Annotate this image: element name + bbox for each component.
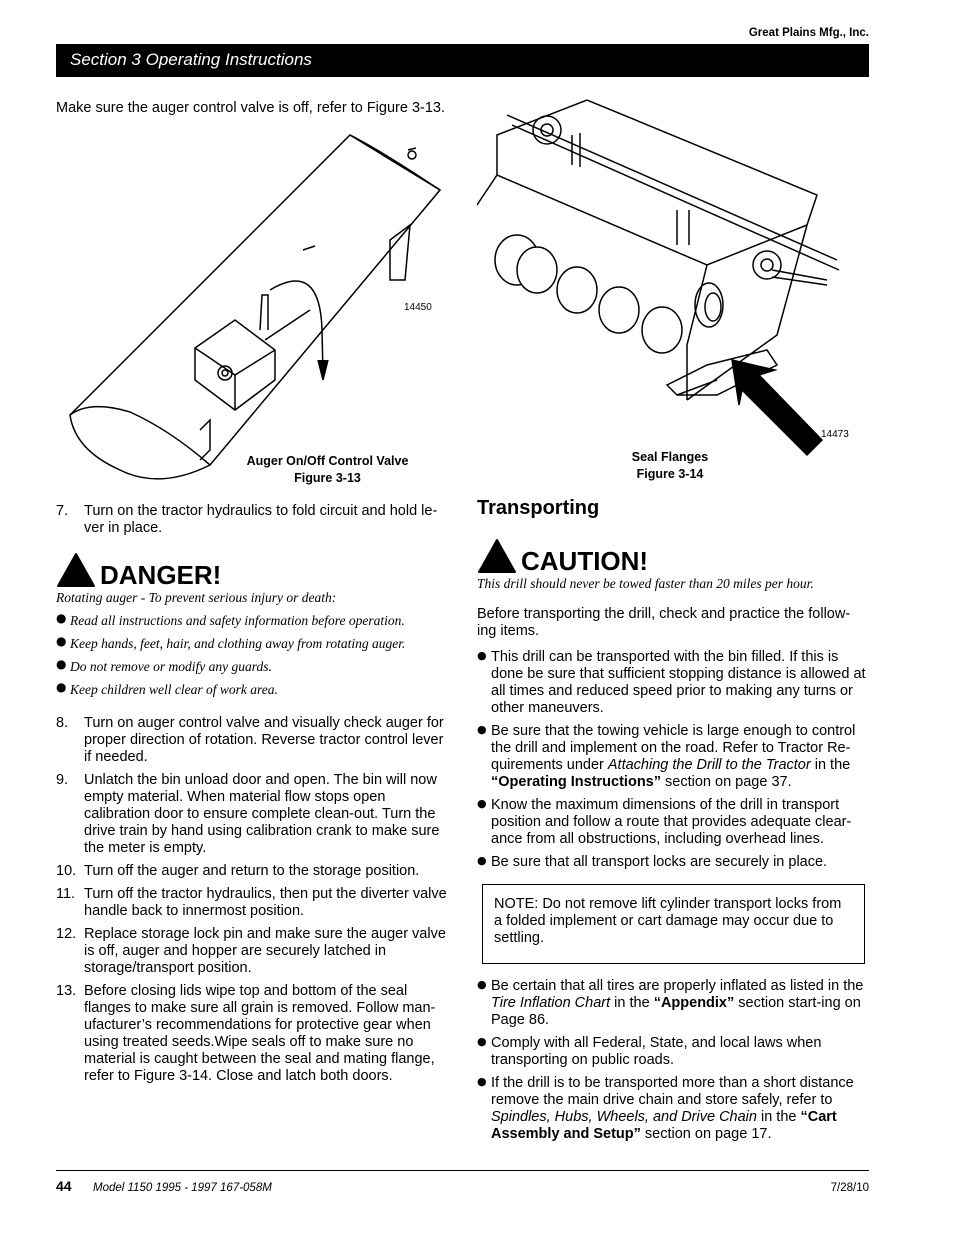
item-text: in the [610,995,654,1011]
step-text: Before closing lids wipe top and bottom of the seal flanges to make sure all grain is removed. Follow man-ufacturer’s recommendations for protective gear when using treated seeds.Wipe seals off to make sure no material is caught between the seal and mating flange, refer to Figure 3-14. Close and latch both doors. [84,983,436,1084]
figure-3-14-part-number: 14473 [821,429,849,440]
step-number: 10. [56,863,77,879]
list-item [477,1075,869,1143]
transport-checklist-a [477,649,869,877]
warning-triangle-icon [56,552,96,588]
figure-3-13-part-number: 14450 [404,302,432,313]
step-number: 13. [56,983,77,999]
figure-3-13-title: Auger On/Off Control Valve [246,454,409,468]
danger-subtitle: Rotating auger - To prevent serious injury or death: [56,590,337,605]
reference-title: Tire Inflation Chart [491,995,611,1011]
figure-3-14-caption [560,449,780,483]
reference-title: Attaching the Drill to the Tractor [607,757,811,773]
step-text: Turn on auger control valve and visually check auger for proper direction of rotation. Reverse tractor control lever if needed. [84,715,444,765]
list-item: ● Read all instructions and safety information before operation. [56,613,448,629]
list-item [56,983,448,1085]
footer-divider [56,1170,869,1171]
item-text: section start-ing on Page 86. [491,995,861,1028]
danger-block [56,552,448,698]
steps-list-b [56,715,448,1091]
item-text: If the drill is to be transported more than a short distance remove the main drive chain and store safely, refer to [491,1075,854,1108]
list-item [56,926,448,977]
step-number: 9. [56,772,69,788]
list-item: ● Keep hands, feet, hair, and clothing away from rotating auger. [56,636,448,652]
note-box: NOTE: Do not remove lift cylinder transport locks from a folded implement or cart damage may occur due to settling. [482,884,865,964]
transporting-heading: Transporting [477,497,600,519]
step-text: Turn on the tractor hydraulics to fold circuit and hold le-ver in place. [84,503,438,536]
step-text: Turn off the auger and return to the storage position. [84,863,420,879]
item-text: section on page 37. [661,774,792,790]
step-text: Unlatch the bin unload door and open. The bin will now empty material. When material flow stops open calibration door to ensure complete clean-out. Turn the drive train by hand using calibration crank to make sure the meter is empty. [84,772,440,856]
danger-heading [56,552,448,588]
list-item: ● Comply with all Federal, State, and local laws when transporting on public roads. [477,1035,869,1069]
seal-flanges-illustration [477,95,869,475]
step-text: Replace storage lock pin and make sure the auger valve is off, auger and hopper are securely latched in storage/transport position. [84,926,446,976]
danger-title: DANGER! [100,560,222,590]
section-reference: “Appendix” [653,995,735,1011]
list-item: ● Do not remove or modify any guards. [56,659,448,675]
item-text: Be certain that all tires are properly inflated as listed in the [491,978,864,994]
revision-date: 7/28/10 [830,1182,869,1194]
caution-block [477,538,869,592]
step-number: 11. [56,886,76,902]
section-reference: “Operating Instructions” [491,774,661,790]
intro-text: Make sure the auger control valve is off, refer to Figure 3-13. [56,100,446,116]
model-info: Model 1150 1995 - 1997 167-058M [93,1182,272,1194]
step-number: 12. [56,926,77,942]
figure-3-13-number: Figure 3-13 [294,471,361,485]
section-title: Section 3 Operating Instructions [56,44,869,77]
list-item: ● Know the maximum dimensions of the drill in transport position and follow a route that provides adequate clear-ance from all obstructions, including overhead lines. [477,797,869,848]
figure-3-14-number: Figure 3-14 [636,467,704,481]
steps-list-a [56,503,448,543]
item-text: section on page 17. [640,1126,772,1142]
item-text: Be sure that the towing vehicle is large enough to control the drill and implement on the road. Refer to Tractor Re-quirements under [491,723,856,773]
caution-heading [477,538,869,574]
step-number: 7. [56,503,69,519]
list-item [477,723,869,791]
section-reference: “Cart Assembly and Setup” [491,1109,837,1142]
caution-text: This drill should never be towed faster than 20 miles per hour. [477,576,814,591]
item-text: in the [810,757,851,773]
figure-3-13-caption [205,453,450,487]
page-number: 44 [56,1178,72,1194]
item-text: in the [756,1109,801,1125]
company-name: Great Plains Mfg., Inc. [748,27,869,39]
list-item [56,715,448,766]
list-item [56,863,448,880]
step-number: 8. [56,715,69,731]
list-item [56,772,448,857]
list-item [477,978,869,1029]
danger-list [56,613,448,698]
auger-valve-illustration [60,130,450,490]
list-item [56,503,448,537]
list-item [56,886,448,920]
list-item: ● Keep children well clear of work area. [56,682,448,698]
warning-triangle-icon [477,538,517,574]
transport-checklist-b [477,978,869,1149]
reference-title: Spindles, Hubs, Wheels, and Drive Chain [491,1109,757,1125]
step-text: Turn off the tractor hydraulics, then put the diverter valve handle back to innermost position. [84,886,447,919]
list-item: ● Be sure that all transport locks are securely in place. [477,854,869,871]
list-item: ● This drill can be transported with the bin filled. If this is done be sure that sufficient stopping distance is allowed at all times and reduced speed prior to making any turns or other maneuvers. [477,649,869,717]
figure-3-14-title: Seal Flanges [631,450,709,464]
caution-title: CAUTION! [521,546,649,576]
transport-lead: Before transporting the drill, check and practice the follow-ing items. [477,606,851,639]
